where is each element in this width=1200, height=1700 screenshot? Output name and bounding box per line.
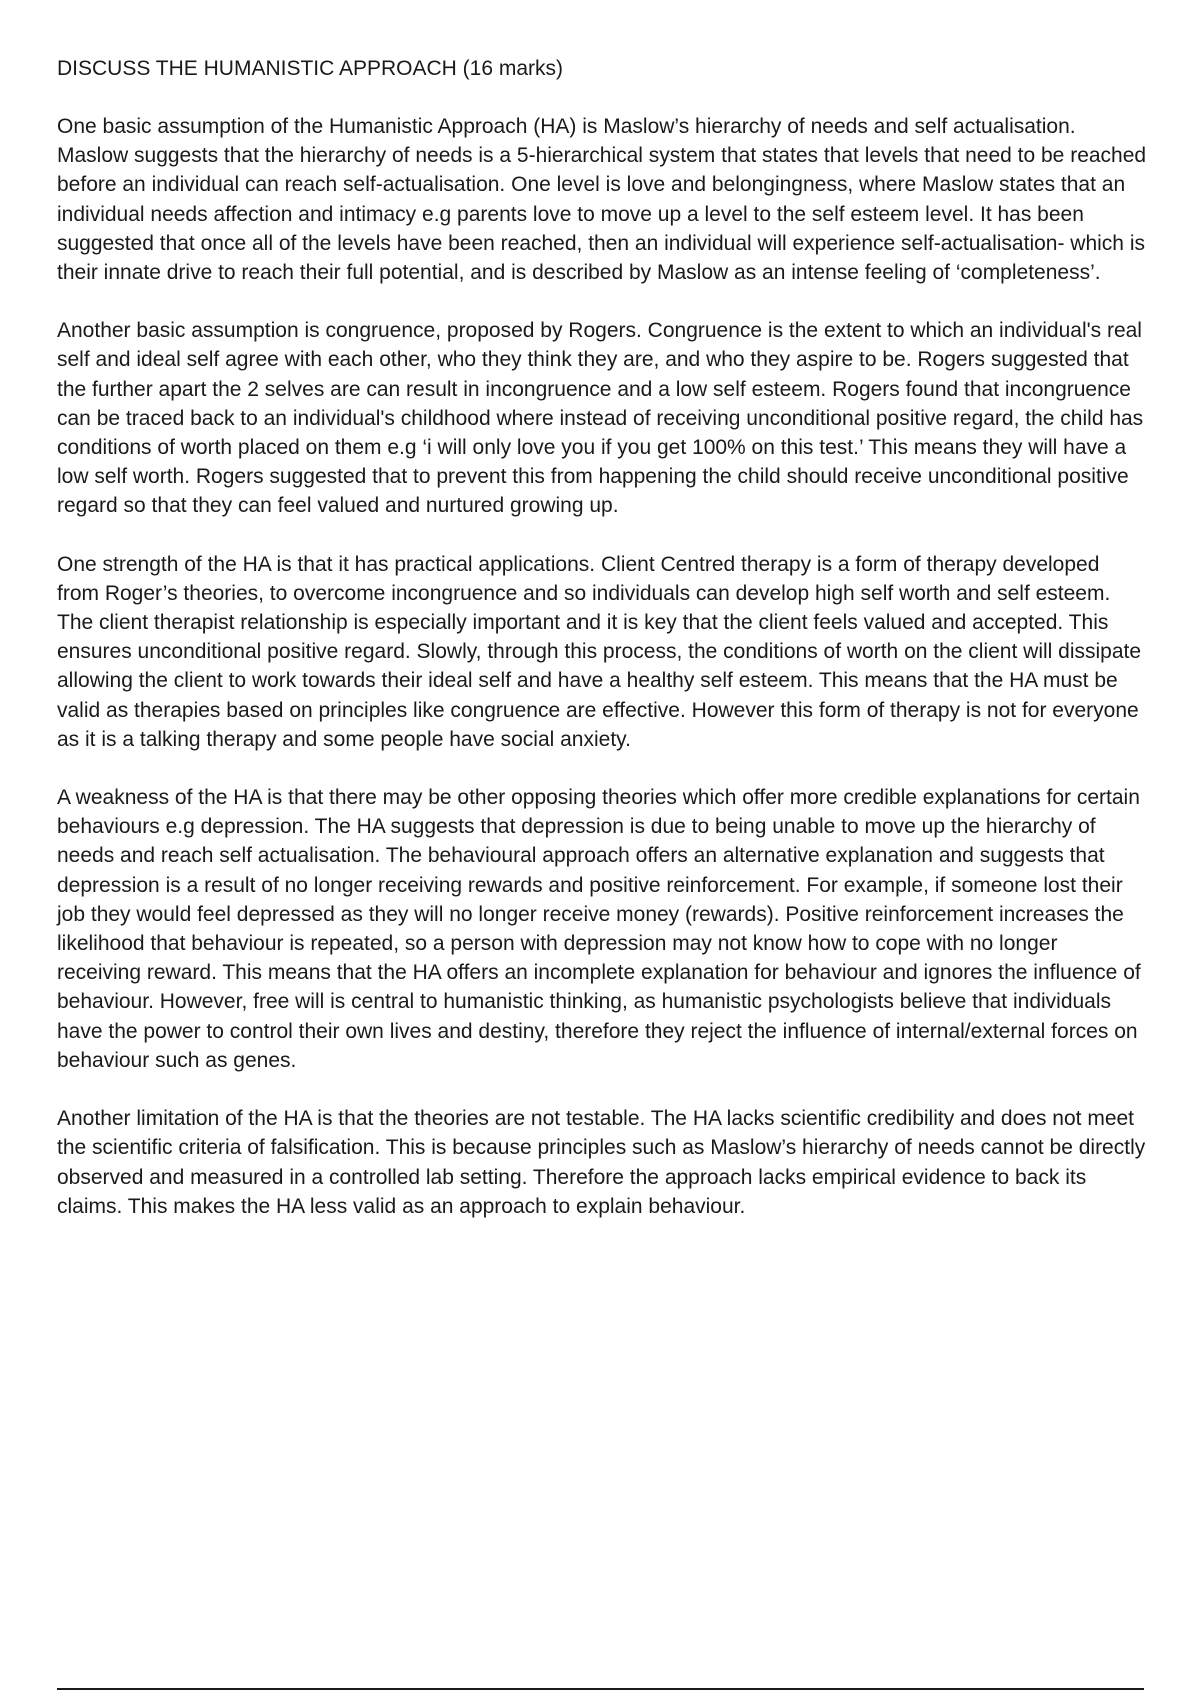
paragraph-strength-practical-applications: One strength of the HA is that it has practical applications. Client Centred therapy is a form of therapy developed from Roger’s theories, to overcome incongruence and so individuals can develop high self worth and self esteem. The client therapist relationship is especially important and it is key that the client feels valued and accepted. This ensures unconditional positive regard. Slowly, through this process, the conditions of worth on the client will dissipate allowing the client to work towards their ideal self and have a healthy self esteem. This means that the HA must be valid as therapies based on principles like congruence are effective. However this form of therapy is not for everyone as it is a talking therapy and some people have social anxiety. xyxy=(57,552,1142,751)
paragraph-maslow-hierarchy: One basic assumption of the Humanistic Approach (HA) is Maslow’s hierarchy of needs and self actualisation. Maslow suggests that the hierarchy of needs is a 5-hierarchical system that states that levels that need to be reached before an individual can reach self-actualisation. One level is love and belongingness, where Maslow states that an individual needs affection and intimacy e.g parents love to move up a level to the self esteem level. It has been suggested that once all of the levels have been reached, then an individual will experience self-actualisation- which is their innate drive to reach their full potential, and is described by Maslow as an intense feeling of ‘completeness’. xyxy=(57,115,1147,285)
footer-divider xyxy=(57,1688,1144,1690)
paragraph-weakness-opposing-theories: A weakness of the HA is that there may be other opposing theories which offer more credible explanations for certain behaviours e.g depression. The HA suggests that depression is due to being unable to move up the hierarchy of needs and reach self actualisation. The behavioural approach offers an alternative explanation and suggests that depression is a result of no longer receiving rewards and positive reinforcement. For example, if someone lost their job they would feel depressed as they will no longer receive money (rewards). Positive reinforcement increases the likelihood that behaviour is repeated, so a person with depression may not know how to cope with no longer receiving reward. This means that the HA offers an incomplete explanation for behaviour and ignores the influence of behaviour. However, free will is central to humanistic thinking, as humanistic psychologists believe that individuals have the power to control their own lives and destiny, therefore they reject the influence of internal/external forces on behaviour such as genes. xyxy=(57,786,1141,1072)
essay-title: DISCUSS THE HUMANISTIC APPROACH (16 marks) xyxy=(57,57,564,80)
paragraph-rogers-congruence: Another basic assumption is congruence, proposed by Rogers. Congruence is the extent to which an individual's real self and ideal self agree with each other, who they think they are, and who they aspire to be. Rogers suggested that the further apart the 2 selves are can result in incongruence and a low self esteem. Rogers found that incongruence can be traced back to an individual's childhood where instead of receiving unconditional positive regard, the child has conditions of worth placed on them e.g ‘i will only love you if you get 100% on this test.’ This means they will have a low self worth. Rogers suggested that to prevent this from happening the child should receive unconditional positive regard so that they can feel valued and nurtured growing up. xyxy=(57,319,1144,518)
document-page xyxy=(57,54,1147,1250)
paragraph-limitation-not-testable: Another limitation of the HA is that the theories are not testable. The HA lacks scientific credibility and does not meet the scientific criteria of falsification. This is because principles such as Maslow’s hierarchy of needs cannot be directly observed and measured in a controlled lab setting. Therefore the approach lacks empirical evidence to back its claims. This makes the HA less valid as an approach to explain behaviour. xyxy=(57,1107,1146,1218)
